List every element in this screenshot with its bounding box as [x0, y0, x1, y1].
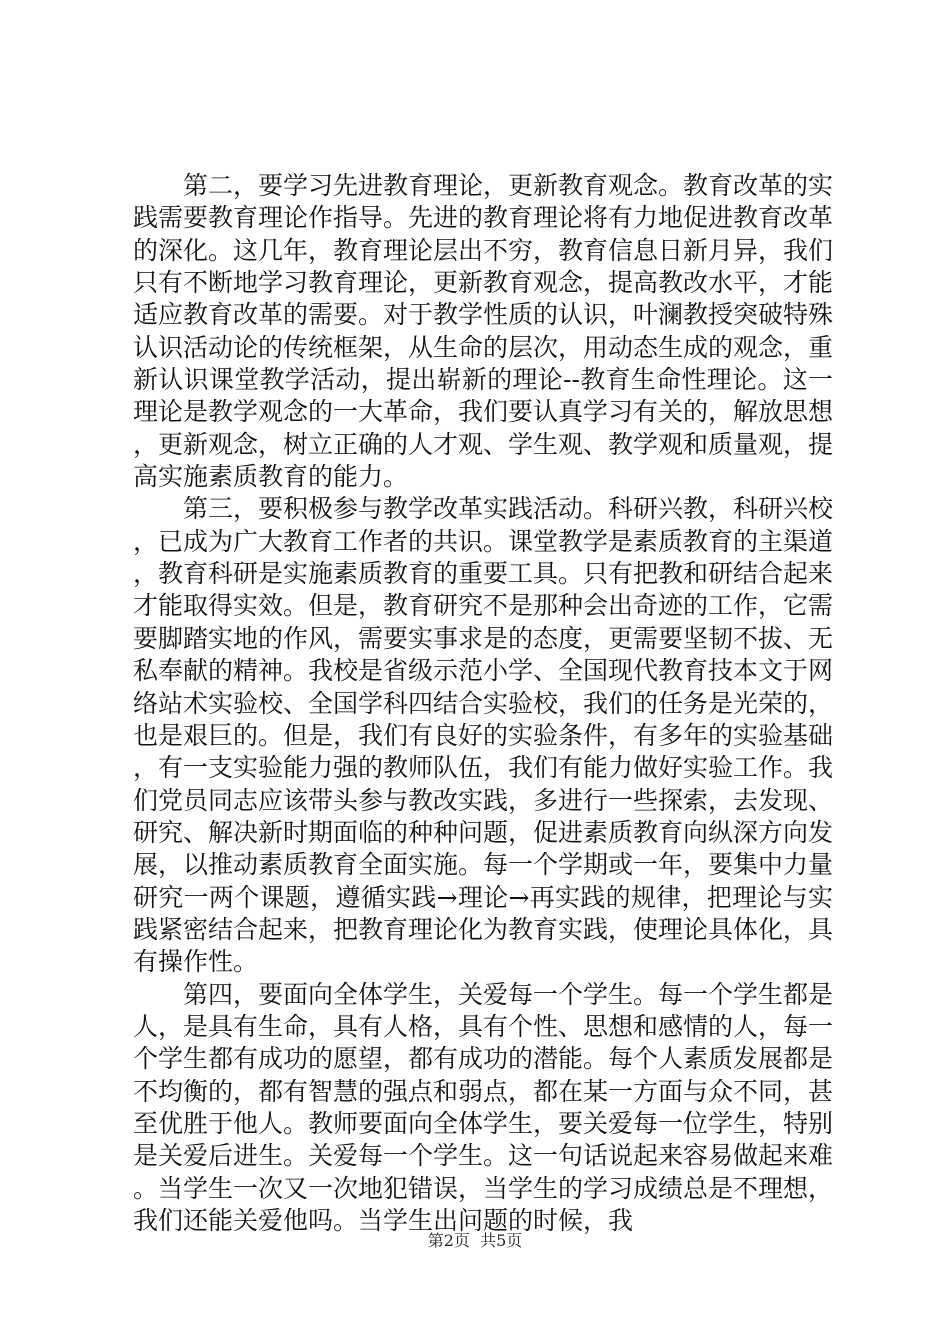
paragraph-fourth-point: 第四，要面向全体学生，关爱每一个学生。每一个学生都是人，是具有生命，具有人格，具有个性、思想和感情的人，每一个学生都有成功的愿望，都有成功的潜能。每个人素质发展都是不均衡的，都有智慧的强点和弱点，都在某一方面与众不同，甚至优胜于他人。教师要面向全体学生，要关爱每一位学生，特别是关爱后进生。关爱每一个学生。这一句话说起来容易做起来难。当学生一次又一次地犯错误，当学生的学习成绩总是不理想，我们还能关爱他吗。当学生出问题的时候，我 — [133, 979, 834, 1235]
paragraph-second-point: 第二，要学习先进教育理论，更新教育观念。教育改革的实践需要教育理论作指导。先进的教育理论将有力地促进教育改革的深化。这几年，教育理论层出不穷，教育信息日新月异，我们只有不断地学习教育理论，更新教育观念，提高教改水平，才能适应教育改革的需要。对于教学性质的认识，叶澜教授突破特殊认识活动论的传统框架，从生命的层次，用动态生成的观念，重新认识课堂教学活动，提出崭新的理论--教育生命性理论。这一理论是教学观念的一大革命，我们要认真学习有关的，解放思想，更新观念，树立正确的人才观、学生观、教学观和质量观，提高实施素质教育的能力。 — [133, 171, 834, 492]
paragraph-third-point: 第三，要积极参与教学改革实践活动。科研兴教，科研兴校，已成为广大教育工作者的共识。课堂教学是素质教育的主渠道，教育科研是实施素质教育的重要工具。只有把教和研结合起来才能取得实效。但是，教育研究不是那种会出奇迹的工作，它需要脚踏实地的作风，需要实事求是的态度，更需要坚韧不拔、无私奉献的精神。我校是省级示范小学、全国现代教育技本文于网络站术实验校、全国学科四结合实验校，我们的任务是光荣的，也是艰巨的。但是，我们有良好的实验条件，有多年的实验基础，有一支实验能力强的教师队伍，我们有能力做好实验工作。我们党员同志应该带头参与教改实践，多进行一些探索，去发现、研究、解决新时期面临的种种问题，促进素质教育向纵深方向发展，以推动素质教育全面实施。每一个学期或一年，要集中力量研究一两个课题，遵循实践→理论→再实践的规律，把理论与实践紧密结合起来，把教育理论化为教育实践，使理论具体化，具有操作性。 — [133, 494, 834, 977]
page-number-footer: 第2页 共5页 — [427, 1231, 523, 1250]
document-body — [133, 170, 833, 1237]
